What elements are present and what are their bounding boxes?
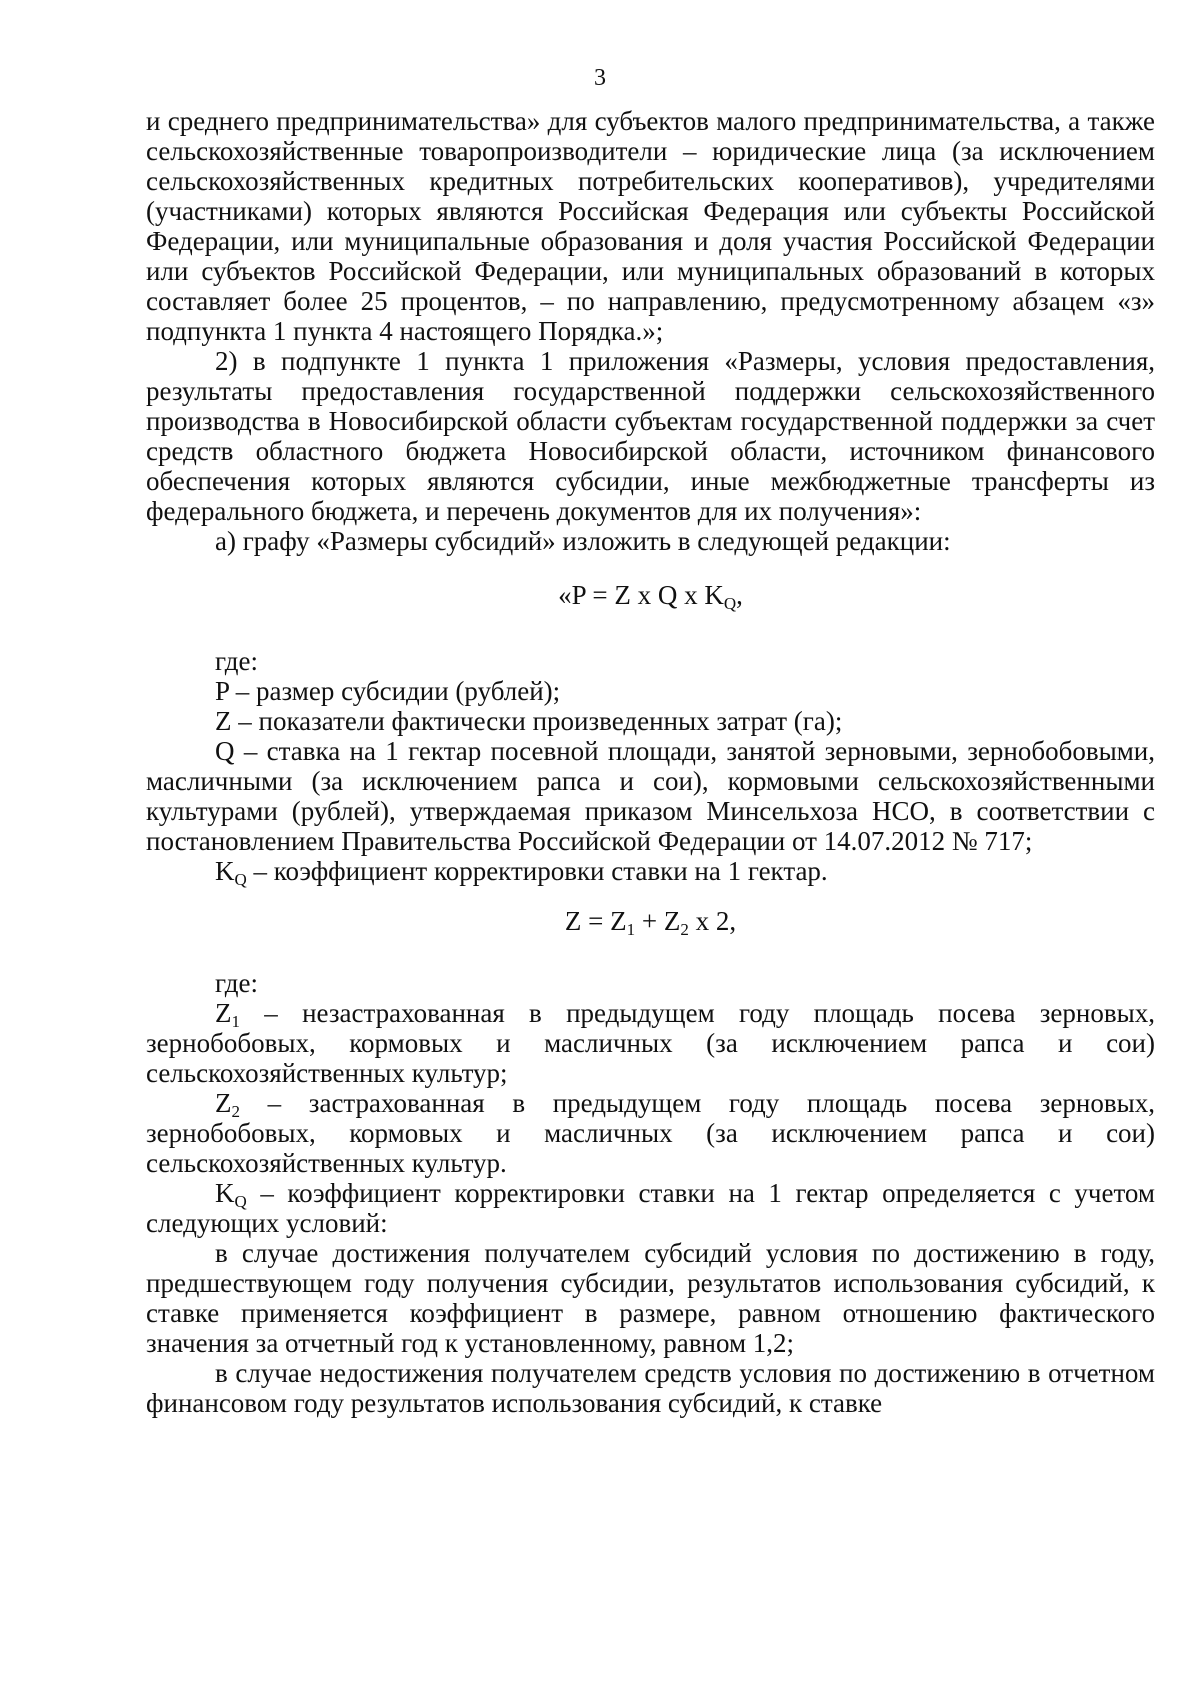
paragraph-case-not-achieved: в случае недостижения получателем средств условия по достижению в отчетном финансовом году результатов использования субсидий, к ставке (146, 1358, 1155, 1418)
where-label: где: (215, 646, 258, 676)
page-number: 3 (594, 65, 606, 91)
definition-q: Q – ставка на 1 гектар посевной площади, занятой зерновыми, зернобобовыми, масличными (за исключением рапса и сои), кормовыми сельскохозяйственными культурами (рублей), утверждаемая приказом Минсельхоза НСО, в соответствии с постановлением Правительства Российской Федерации от 14.07.2012 № 717; (146, 736, 1155, 856)
definition-z2 (146, 1088, 1155, 1178)
symbol-z: Z (215, 998, 232, 1028)
definition-z1 (146, 998, 1155, 1088)
formula-part-b: + Z (635, 906, 681, 936)
symbol-k: K (215, 1178, 235, 1208)
formula-part-c: x 2, (688, 906, 737, 936)
definition-z: Z – показатели фактически произведенных затрат (га); (215, 706, 843, 736)
formula-main: «P = Z x Q x K (558, 580, 724, 610)
symbol-z: Z (215, 1088, 232, 1118)
definition-text: – коэффициент корректировки ставки на 1 гектар. (246, 856, 828, 886)
definition-p: P – размер субсидии (рублей); (215, 676, 561, 706)
symbol-subscript: Q (234, 870, 247, 889)
document-body (146, 106, 1155, 1418)
paragraph-continuation: и среднего предпринимательства» для субъектов малого предпринимательства, а также сельскохозяйственные товаропроизводители – юридические лица (за исключением сельскохозяйственных кредитных потребительских кооперативов), учредителями (участниками) которых являются Российская Федерация или субъекты Российской Федерации, или муниципальные образования и доля участия Российской Федерации или субъектов Российской Федерации, или муниципальных образований в которых составляет более 25 процентов, – по направлению, предусмотренному абзацем «з» подпункта 1 пункта 4 настоящего Порядка.»; (146, 106, 1155, 346)
symbol-subscript: Q (234, 1192, 247, 1211)
formula-tail: , (736, 580, 743, 610)
paragraph-case-achieved: в случае достижения получателем субсидий условия по достижению в году, предшествующем году получения субсидии, результатов использования субсидий, к ставке применяется коэффициент в размере, равном отношению фактического значения за отчетный год к установленному, равном 1,2; (146, 1238, 1155, 1358)
paragraph-item-2: 2) в подпункте 1 пункта 1 приложения «Размеры, условия предоставления, результаты предоставления государственной поддержки сельскохозяйственного производства в Новосибирской области субъектам государственной поддержки за счет средств областного бюджета Новосибирской области, источником финансового обеспечения которых являются субсидии, иные межбюджетные трансферты из федерального бюджета, и перечень документов для их получения»: (146, 346, 1155, 526)
formula-subscript-2: 2 (680, 920, 689, 939)
definition-text: – незастрахованная в предыдущем году площадь посева зерновых, зернобобовых, кормовых и масличных (за исключением рапса и сои) сельскохозяйственных культур; (146, 998, 1155, 1088)
symbol-subscript: 1 (231, 1012, 240, 1031)
where-label-2: где: (215, 968, 258, 998)
definition-text: – коэффициент корректировки ставки на 1 гектар определяется с учетом следующих условий: (146, 1178, 1155, 1238)
formula-area (146, 906, 1155, 939)
formula-subscript-1: 1 (626, 920, 636, 939)
paragraph-item-a: а) графу «Размеры субсидий» изложить в следующей редакции: (215, 526, 951, 556)
symbol-subscript: 2 (231, 1102, 240, 1121)
definition-kq-conditions (146, 1178, 1155, 1238)
formula-part-a: Z = Z (564, 906, 627, 936)
formula-subscript: Q (723, 594, 737, 613)
definition-kq (146, 856, 1155, 889)
definition-text: – застрахованная в предыдущем году площадь посева зерновых, зернобобовых, кормовых и масличных (за исключением рапса и сои) сельскохозяйственных культур. (146, 1088, 1155, 1178)
symbol-k: K (215, 856, 235, 886)
formula-subsidy-size (146, 580, 1155, 613)
